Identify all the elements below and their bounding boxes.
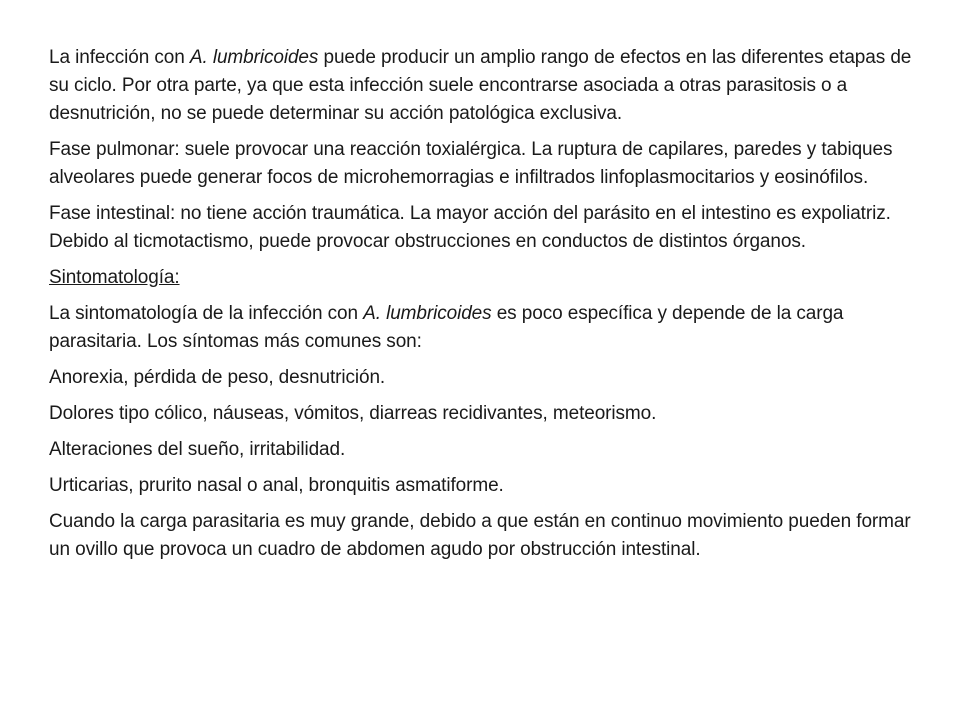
symptoms-intro-pre-text: La sintomatología de la infección con xyxy=(49,303,364,324)
intestinal-phase-paragraph: Fase intestinal: no tiene acción traumática. La mayor acción del parásito en el intestino es expoliatriz. Debido al ticmotactismo, puede provocar obstrucciones en conductos de distintos órganos. xyxy=(49,203,891,252)
symptoms-heading: Sintomatología: xyxy=(49,267,180,288)
symptom-item: Urticarias, prurito nasal o anal, bronquitis asmatiforme. xyxy=(49,475,504,496)
pulmonary-phase-paragraph: Fase pulmonar: suele provocar una reacción toxialérgica. La ruptura de capilares, paredes y tabiques alveolares puede generar focos de microhemorragias e infiltrados linfoplasmocitarios y eosinófilos. xyxy=(49,139,893,188)
intro-pre-text: La infección con xyxy=(49,47,190,68)
intro-paragraph xyxy=(49,44,917,128)
symptom-item: Alteraciones del sueño, irritabilidad. xyxy=(49,439,346,460)
symptom-item: Dolores tipo cólico, náuseas, vómitos, diarreas recidivantes, meteorismo. xyxy=(49,403,657,424)
symptoms-intro-post-text: es poco específica y depende de la carga parasitaria. Los síntomas más comunes son: xyxy=(49,303,844,352)
species-name: A. lumbricoides xyxy=(363,303,492,324)
document-body xyxy=(49,44,917,572)
symptoms-intro-paragraph xyxy=(49,300,917,356)
intro-post-text: puede producir un amplio rango de efectos en las diferentes etapas de su ciclo. Por otra parte, ya que esta infección suele encontrarse asociada a otras parasitosis o a desnutrición, no se puede determinar su acción patológica exclusiva. xyxy=(49,47,912,124)
symptom-item: Anorexia, pérdida de peso, desnutrición. xyxy=(49,367,386,388)
closing-paragraph: Cuando la carga parasitaria es muy grande, debido a que están en continuo movimiento pueden formar un ovillo que provoca un cuadro de abdomen agudo por obstrucción intestinal. xyxy=(49,511,911,560)
species-name: A. lumbricoides xyxy=(189,47,319,68)
